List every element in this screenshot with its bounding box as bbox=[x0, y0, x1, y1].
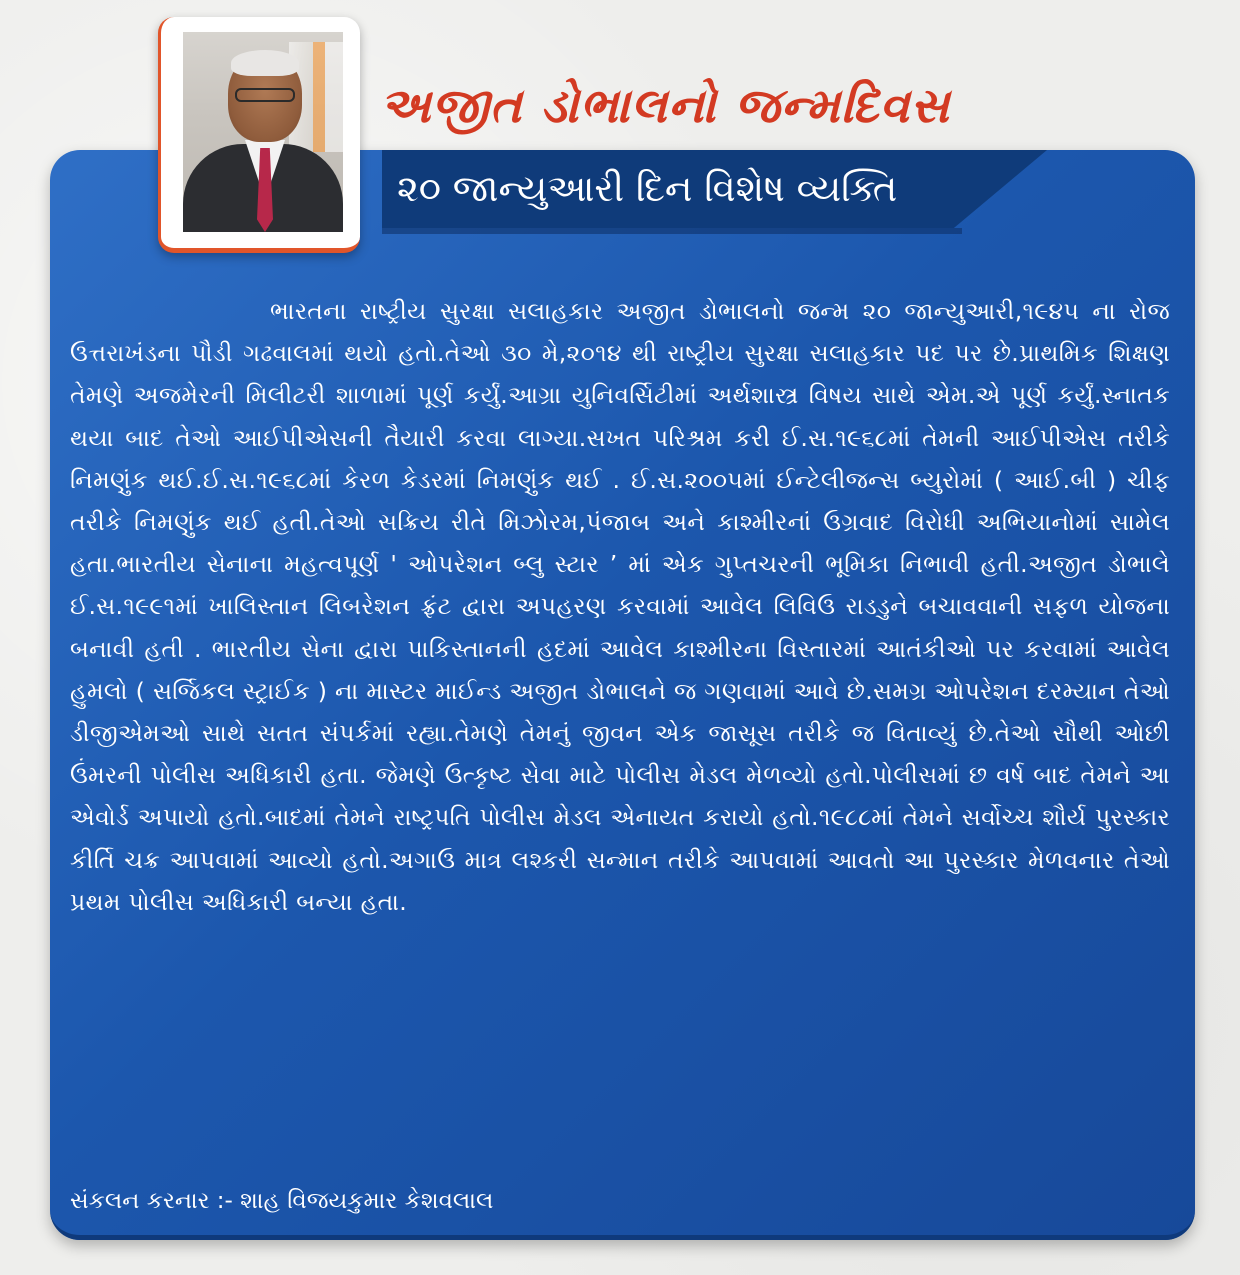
portrait-photo bbox=[183, 32, 343, 232]
subtitle-band-shadow bbox=[382, 228, 962, 234]
compiler-credit: સંકલન કરનાર :- શાહ વિજયકુમાર કેશવલાલ bbox=[70, 1188, 494, 1214]
article-body: ભારતના રાષ્ટ્રીય સુરક્ષા સલાહકાર અજીત ડોભાલનો જન્મ ૨૦ જાન્યુઆરી,૧૯૪૫ ના રોજ ઉત્તરાખંડના પૌડી ગઢવાલમાં થયો હતો.તેઓ ૩૦ મે,૨૦૧૪ થી રાષ્ટ્રીય સુરક્ષા સલાહકાર પદ પર છે.પ્રાથમિક શિક્ષણ તેમણે અજમેરની મિલીટરી શાળામાં પૂર્ણ કર્યું.આગ્રા યુનિવર્સિટીમાં અર્થશાસ્ત્ર વિષય સાથે એમ.એ પૂર્ણ કર્યું.સ્નાતક થયા બાદ તેઓ આઈપીએસની તૈયારી કરવા લાગ્યા.સખત પરિશ્રમ કરી ઈ.સ.૧૯૬૮માં તેમની આઈપીએસ તરીકે નિમણુંક થઈ.ઈ.સ.૧૯૬૮માં કેરળ કેડરમાં નિમણુંક થઈ . ઈ.સ.૨૦૦૫માં ઈન્ટેલીજન્સ બ્યુરોમાં ( આઈ.બી ) ચીફ તરીકે નિમણુંક થઈ હતી.તેઓ સક્રિય રીતે મિઝોરમ,પંજાબ અને કાશ્મીરનાં ઉગ્રવાદ વિરોધી અભિયાનોમાં સામેલ હતા.ભારતીય સેનાના મહત્વપૂર્ણ ' ઓપરેશન બ્લુ સ્ટાર ’ માં એક ગુપ્તચરની ભૂમિકા નિભાવી હતી.અજીત ડોભાલે ઈ.સ.૧૯૯૧માં ખાલિસ્તાન લિબરેશન ફ્રંટ દ્વારા અપહરણ કરવામાં આવેલ લિવિઉ રાડડુને બચાવવાની સફળ યોજના બનાવી હતી . ભારતીય સેના દ્વારા પાકિસ્તાનની હદમાં આવેલ કાશ્મીરના વિસ્તારમાં આતંકીઓ પર કરવામાં આવેલ હુમલો ( સર્જિકલ સ્ટ્રાઈક ) ના માસ્ટર માઈન્ડ અજીત ડોભાલને જ ગણવામાં આવે છે.સમગ્ર ઓપરેશન દરમ્યાન તેઓ ડીજીએમઓ સાથે સતત સંપર્કમાં રહ્યા.તેમણે તેમનું જીવન એક જાસૂસ તરીકે જ વિતાવ્યું છે.તેઓ સૌથી ઓછી ઉંમરની પોલીસ અધિકારી હતા. જેમણે ઉત્કૃષ્ટ સેવા માટે પોલીસ મેડલ મેળવ્યો હતો.પોલીસમાં છ વર્ષ બાદ તેમને આ એવોર્ડ અપાયો હતો.બાદમાં તેમને રાષ્ટ્રપતિ પોલીસ મેડલ એનાયત કરાયો હતો.૧૯૮૮માં તેમને સર્વોચ્ચ શૌર્ય પુરસ્કાર કીર્તિ ચક્ર આપવામાં આવ્યો હતો.અગાઉ માત્ર લશ્કરી સન્માન તરીકે આપવામાં આવતો આ પુરસ્કાર મેળવનાર તેઓ પ્રથમ પોલીસ અધિકારી બન્યા હતા. bbox=[70, 297, 1170, 916]
page-title: અજીત ડોભાલનો જન્મદિવસ bbox=[380, 78, 951, 134]
page-subtitle: ૨૦ જાન્યુઆરી દિન વિશેષ વ્યક્તિ bbox=[397, 167, 898, 210]
photo-glasses bbox=[235, 88, 295, 102]
photo-hair bbox=[231, 50, 299, 76]
